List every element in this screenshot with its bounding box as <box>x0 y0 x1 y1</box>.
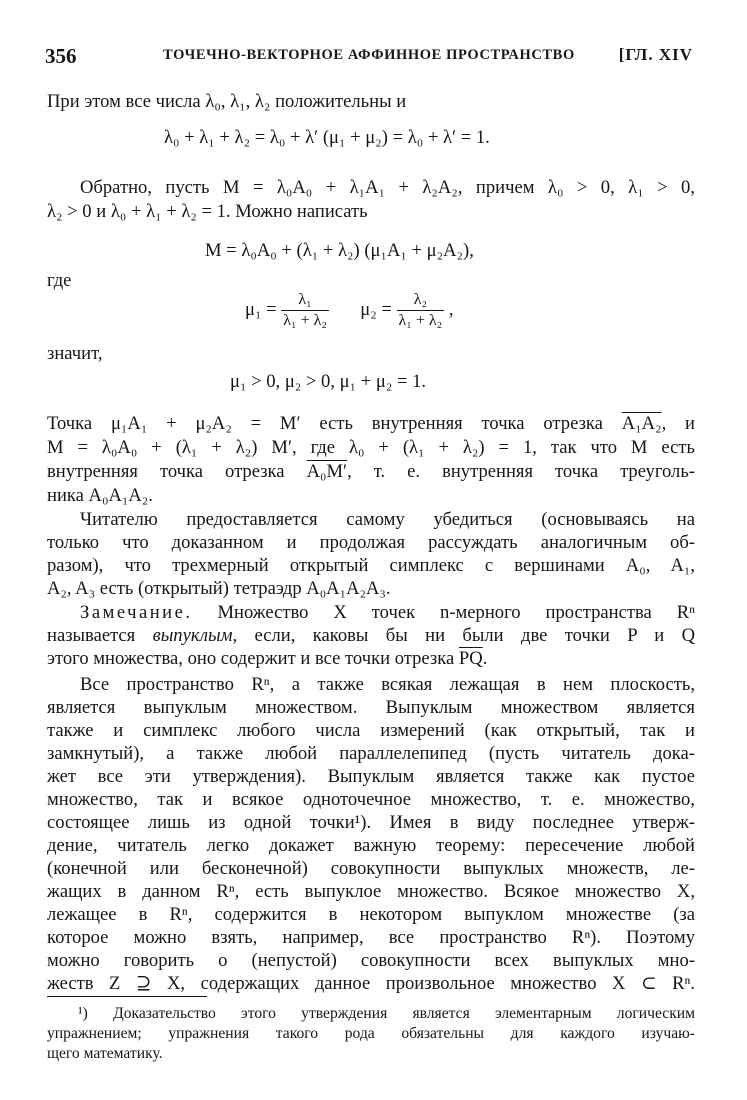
footnote-line: ¹) Доказательство этого утверждения является элементарным логическим <box>78 1005 695 1022</box>
formula-mu-definitions <box>245 290 454 331</box>
text-fragment: внутренняя точка отрезка <box>47 461 285 482</box>
text-fragment: Множество X точек n-мерного пространства Rⁿ <box>217 602 695 623</box>
text-line <box>80 601 695 624</box>
page-number: 356 <box>45 44 77 68</box>
text-line: также и симплекс любого числа измерений (как открытый, так и <box>47 720 695 741</box>
text-line: дение, читатель легко докажет важную теорему: пересечение любой <box>47 835 695 856</box>
chapter-label: [ГЛ. XIV <box>618 45 693 64</box>
mu1-fraction <box>281 290 329 331</box>
text-line: множество, так и всякое одноточечное множество, т. е. множество, <box>47 789 695 810</box>
segment-A1A2: A₁A₂ <box>621 413 662 434</box>
text-line: При этом все числа λ₀, λ₁, λ₂ положительны и <box>47 91 407 112</box>
text-line: является выпуклым множеством. Выпуклым множеством является <box>47 697 695 718</box>
text-line <box>47 460 695 483</box>
text-line <box>47 624 695 647</box>
text-line: M = λ₀A₀ + (λ₁ + λ₂) M′, где λ₀ + (λ₁ + λ₂) = 1, так что M есть <box>47 437 695 458</box>
text-line: можно говорить о (непустой) совокупности всех выпуклых мно- <box>47 950 695 971</box>
footnote-rule <box>47 996 207 997</box>
running-header <box>45 44 693 70</box>
text-fragment: если, каковы бы ни были две точки P и Q <box>254 625 695 646</box>
text-fragment: Точка μ₁A₁ + μ₂A₂ = M′ есть внутренняя точка отрезка <box>47 413 603 434</box>
text-line <box>47 647 695 670</box>
mu1-numerator: λ₁ <box>281 290 329 311</box>
term-convex: выпуклым, <box>152 625 238 646</box>
mu2-lhs: μ₂ = <box>360 298 392 320</box>
text-line: (конечной или бесконечной) совокупности выпуклых множеств, ле- <box>47 858 695 879</box>
text-line: жащих в данном Rⁿ, есть выпуклое множество. Всякое множество X, <box>47 881 695 902</box>
text-line: замкнутый), а также любой параллелепипед (пусть читатель дока- <box>47 743 695 764</box>
word-znachit: значит, <box>47 343 103 364</box>
mu1-lhs: μ₁ = <box>245 298 277 320</box>
text-fragment: этого множества, оно содержит и все точки отрезка <box>47 648 455 669</box>
text-line: A₂, A₃ есть (открытый) тетраэдр A₀A₁A₂A₃. <box>47 578 391 599</box>
text-line: только что доказанном и продолжая рассуждать аналогичным об- <box>47 532 695 553</box>
text-line: жеств Z ⊇ X, содержащих данное произвольное множество X ⊂ Rⁿ. <box>47 973 695 994</box>
text-fragment: , т. е. внутренняя точка треуголь- <box>347 461 695 482</box>
text-line: которое можно взять, например, все пространство Rⁿ). Поэтому <box>47 927 695 948</box>
mu2-denominator: λ₁ + λ₂ <box>398 312 443 329</box>
formula-comma: , <box>448 298 454 320</box>
formula-sum-lambdas: λ₀ + λ₁ + λ₂ = λ₀ + λ′ (μ₁ + μ₂) = λ₀ + λ′ = 1. <box>164 127 490 148</box>
running-title: ТОЧЕЧНО-ВЕКТОРНОЕ АФФИННОЕ ПРОСТРАНСТВО <box>163 47 575 63</box>
text-fragment: , и <box>661 413 695 434</box>
text-fragment: . <box>482 648 488 669</box>
text-line: состоящее лишь из одной точки¹). Имея в виду последнее утверж- <box>47 812 695 833</box>
formula-mu-conditions: μ₁ > 0, μ₂ > 0, μ₁ + μ₂ = 1. <box>230 371 427 392</box>
text-line: разом), что трехмерный открытый симплекс с вершинами A₀, A₁, <box>47 555 695 576</box>
text-line: Читателю предоставляется самому убедиться (основываясь на <box>80 509 695 530</box>
segment-A0M: A₀M′ <box>306 461 348 482</box>
text-line: λ₂ > 0 и λ₀ + λ₁ + λ₂ = 1. Можно написать <box>47 201 368 222</box>
text-line: Все пространство Rⁿ, а также всякая лежащая в нем плоскость, <box>80 674 695 695</box>
segment-PQ: $\overline{PQ}$ <box>458 648 483 669</box>
footnote-line: щего математику. <box>47 1045 163 1062</box>
mu1-denominator: λ₁ + λ₂ <box>283 312 327 329</box>
mu2-numerator: λ₂ <box>397 290 445 311</box>
footnote-line: упражнением; упражнения такого рода обязательны для каждого изучаю- <box>47 1025 695 1042</box>
remark-label: Замечание. <box>80 602 193 623</box>
text-line: жет все эти утверждения). Выпуклым является также как пустое <box>47 766 695 787</box>
mu2-fraction <box>397 290 445 331</box>
formula-M-decomposition: M = λ₀A₀ + (λ₁ + λ₂) (μ₁A₁ + μ₂A₂), <box>205 240 474 261</box>
text-fragment: называется <box>47 625 136 646</box>
word-gde: где <box>47 270 72 291</box>
text-line: лежащее в Rⁿ, содержится в некотором выпуклом множестве (за <box>47 904 695 925</box>
text-line: Обратно, пусть M = λ₀A₀ + λ₁A₁ + λ₂A₂, причем λ₀ > 0, λ₁ > 0, <box>80 177 695 198</box>
text-line <box>47 412 695 435</box>
text-line: ника A₀A₁A₂. <box>47 485 153 506</box>
